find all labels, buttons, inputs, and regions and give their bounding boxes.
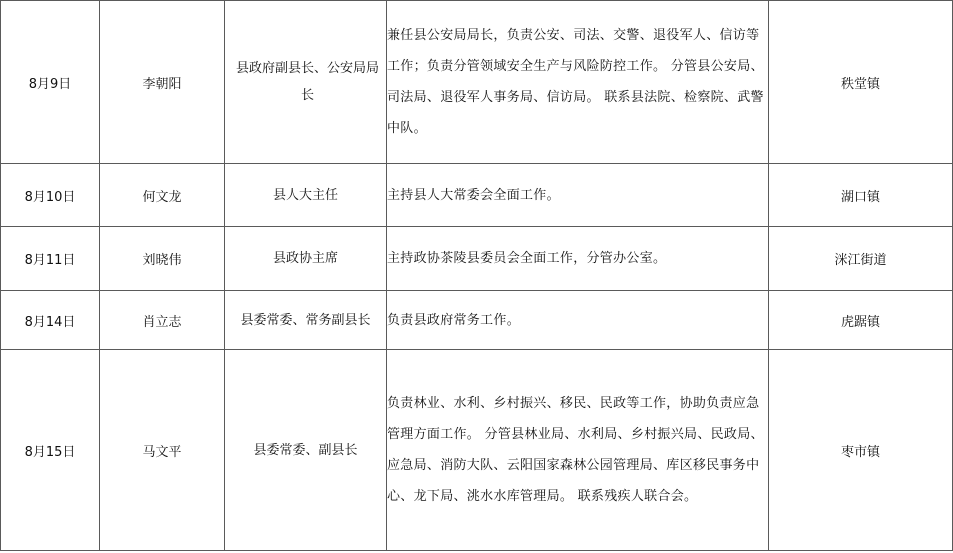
leader-name-cell: 马文平 <box>100 350 225 551</box>
position-cell: 县政府副县长、公安局局长 <box>225 1 387 164</box>
date-cell: 8月9日 <box>1 1 100 164</box>
duties-cell: 兼任县公安局局长，负责公安、司法、交警、退役军人、信访等工作；负责分管领域安全生产与风险防控工作。 分管县公安局、司法局、退役军人事务局、信访局。 联系县法院、检察院、武警中队。 <box>387 1 769 164</box>
town-cell: 虎踞镇 <box>769 291 953 350</box>
leader-name-cell: 李朝阳 <box>100 1 225 164</box>
duties-cell: 负责林业、水利、乡村振兴、移民、民政等工作，协助负责应急管理方面工作。 分管县林业局、水利局、乡村振兴局、民政局、应急局、消防大队、云阳国家森林公园管理局、库区移民事务中心、龙下局、洮水水库管理局。 联系残疾人联合会。 <box>387 350 769 551</box>
leader-name-cell: 刘晓伟 <box>100 227 225 291</box>
leader-name-cell: 肖立志 <box>100 291 225 350</box>
table-row <box>1 227 953 291</box>
leader-name-cell: 何文龙 <box>100 164 225 227</box>
table-row <box>1 291 953 350</box>
town-cell: 枣市镇 <box>769 350 953 551</box>
date-cell: 8月15日 <box>1 350 100 551</box>
duties-cell: 主持县人大常委会全面工作。 <box>387 164 769 227</box>
position-cell: 县人大主任 <box>225 164 387 227</box>
town-cell: 秩堂镇 <box>769 1 953 164</box>
town-cell: 湖口镇 <box>769 164 953 227</box>
table-row <box>1 164 953 227</box>
date-cell: 8月11日 <box>1 227 100 291</box>
table-row <box>1 1 953 164</box>
position-cell: 县委常委、常务副县长 <box>225 291 387 350</box>
duties-cell: 负责县政府常务工作。 <box>387 291 769 350</box>
table-row <box>1 350 953 551</box>
position-cell: 县委常委、副县长 <box>225 350 387 551</box>
date-cell: 8月10日 <box>1 164 100 227</box>
town-cell: 洣江街道 <box>769 227 953 291</box>
position-cell: 县政协主席 <box>225 227 387 291</box>
duties-cell: 主持政协茶陵县委员会全面工作，分管办公室。 <box>387 227 769 291</box>
date-cell: 8月14日 <box>1 291 100 350</box>
